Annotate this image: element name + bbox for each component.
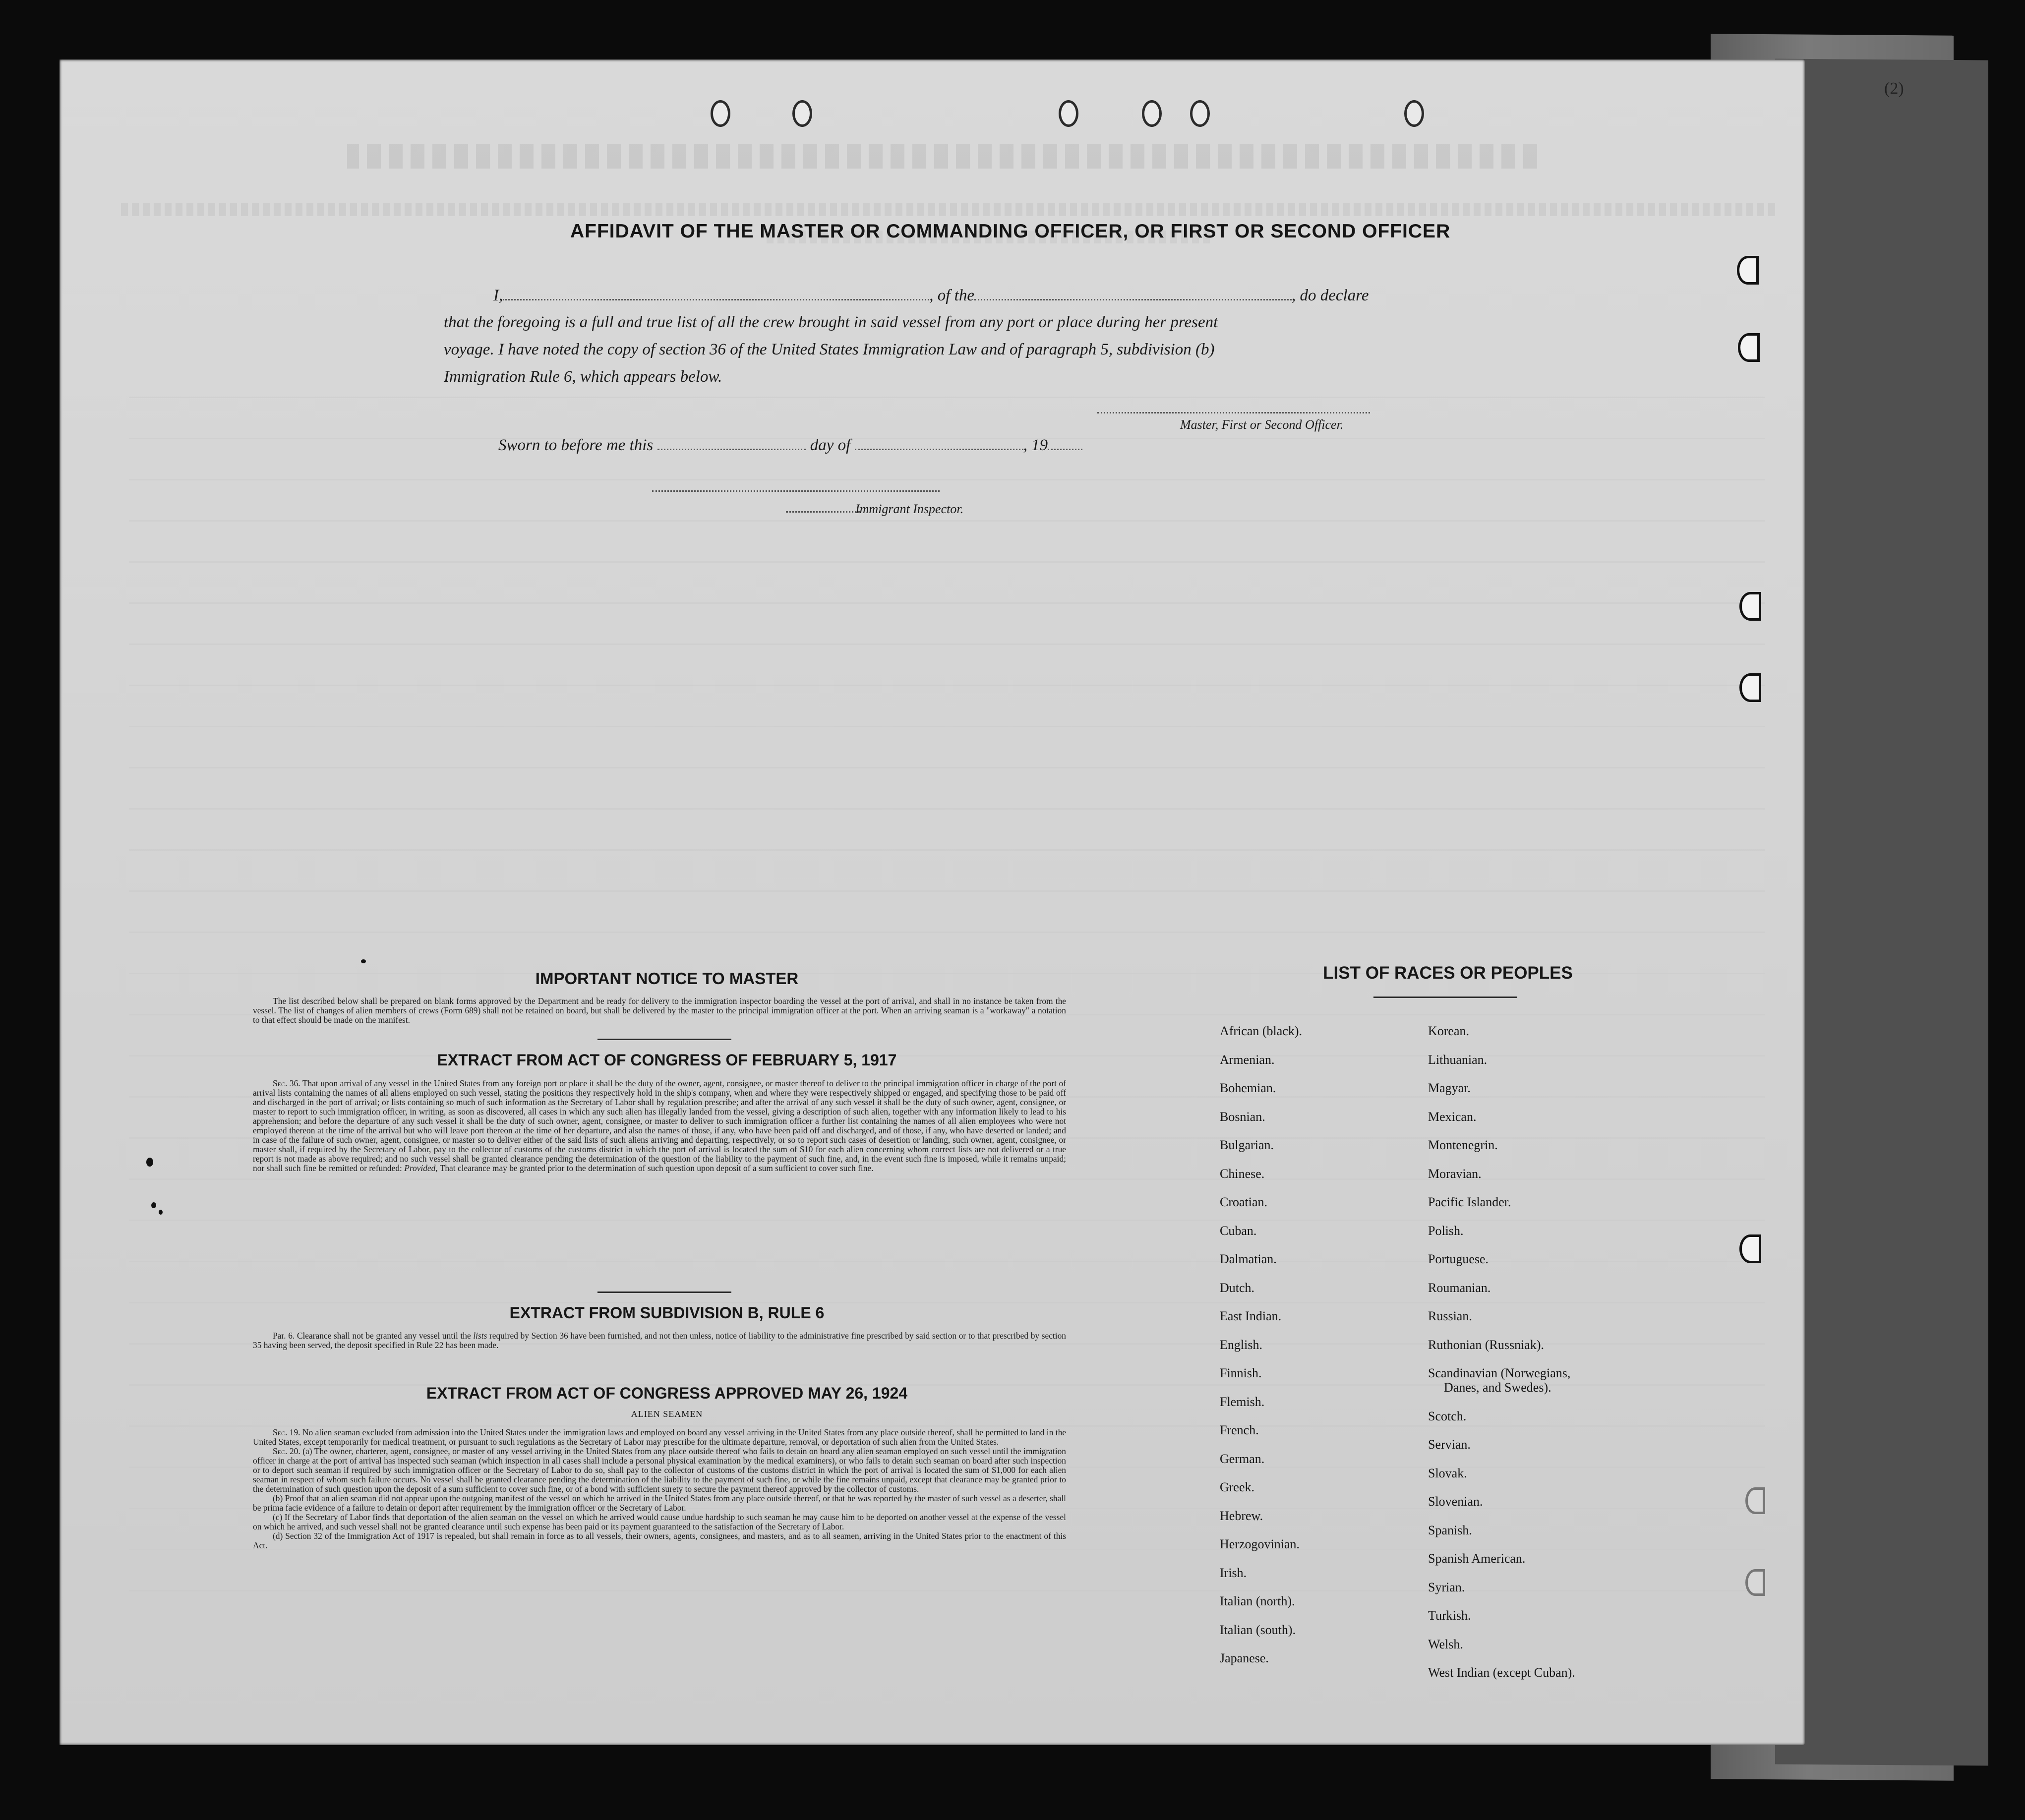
race-item: Polish.: [1428, 1223, 1464, 1238]
sec20c-text: (c) If the Secretary of Labor finds that deportation of the alien seaman on the vessel on which he arrived would cause undue hardship to such seaman he may cause him to be deported on another vessel at the expense of the vessel on which he arrived, and such vessel shall not be granted clearance until such expense has been paid or its payment guaranteed to the satisfaction of the Secretary of Labor.: [253, 1512, 1066, 1531]
race-item: Croatian.: [1220, 1195, 1268, 1209]
race-item: Spanish American.: [1428, 1551, 1526, 1566]
ink-mark: [151, 1202, 156, 1208]
race-item: African (black).: [1220, 1024, 1303, 1038]
race-item: Pacific Islander.: [1428, 1195, 1511, 1209]
lists-word: lists: [473, 1331, 487, 1341]
back-sheet-edge: [1775, 59, 1988, 1765]
affidavit-line1-mid: , of the: [929, 287, 974, 304]
race-item: Greek.: [1220, 1480, 1255, 1494]
sworn-line: [498, 436, 1082, 455]
punch-hole: [1738, 333, 1760, 362]
punch-hole: [1190, 100, 1210, 127]
race-item: Roumanian.: [1428, 1280, 1491, 1295]
extract-1917-text: [253, 1079, 1066, 1173]
affidavit-line-1: [493, 287, 1369, 305]
race-item: Dutch.: [1220, 1280, 1255, 1295]
race-item: Armenian.: [1220, 1052, 1275, 1067]
sworn-start: Sworn to before me this: [498, 436, 654, 454]
race-item: Turkish.: [1428, 1608, 1471, 1623]
sec20a-text: (a) The owner, charterer, agent, consignee, or master of any vessel arriving in the United States from any place outside thereof who fails to detain on board any alien seaman employed on such vessel until the immigration officer in charge at the port of arrival has inspected such seaman (which inspection in all cases shall include a personal physical examination by the medical examiners), or who fails to detain such seaman on board after such inspection or to deport such seaman if required by such immigration officer or the Secretary of Labor to do so, shall pay to the collector of customs of the customs district in which the port of arrival is located the sum of $1,000 for each alien seaman in respect of whom such failure occurs. No vessel shall be granted clearance pending the determination of the liability to the payment of such fine, or while the fine remains unpaid, except that clearance may be granted prior to the determination of such question upon the deposit of a sum sufficient to cover such fine, or of a bond with sufficient surety to secure the payment thereof approved by the collector of customs.: [253, 1446, 1066, 1494]
race-item: Mexican.: [1428, 1109, 1477, 1124]
affidavit-title: AFFIDAVIT OF THE MASTER OR COMMANDING OFFICER, OR FIRST OR SECOND OFFICER: [570, 221, 1451, 242]
inspector-prefix-dots: [786, 511, 860, 513]
sec20-label: Sec. 20.: [273, 1446, 300, 1456]
sec20b-text: (b) Proof that an alien seaman did not appear upon the outgoing manifest of the vessel on which he arrived in the United States from any place outside thereof, or that he was reported by the master of such vessel as a deserter, shall be prima facie evidence of a failure to detain or deport after requirement by the immigration officer or the Secretary of Labor.: [253, 1493, 1066, 1513]
race-item: English.: [1220, 1337, 1262, 1352]
race-item: German.: [1220, 1451, 1265, 1466]
punch-hole: [1059, 100, 1078, 127]
race-item: Flemish.: [1220, 1394, 1265, 1409]
master-caption: Master, First or Second Officer.: [1180, 417, 1344, 432]
sworn-day-field: [657, 448, 806, 450]
punch-hole: [711, 100, 730, 127]
punch-hole: [1739, 673, 1761, 702]
races-title: LIST OF RACES OR PEOPLES: [1323, 963, 1573, 983]
race-item: Dalmatian.: [1220, 1252, 1277, 1266]
race-item: Moravian.: [1428, 1166, 1482, 1181]
race-item: East Indian.: [1220, 1309, 1282, 1323]
extract-1924-title: EXTRACT FROM ACT OF CONGRESS APPROVED MAY 26, 1924: [426, 1384, 908, 1402]
sworn-year-field: [1048, 448, 1082, 450]
notice-paragraph: The list described below shall be prepared on blank forms approved by the Department and be ready for delivery to the immigration inspector boarding the vessel at the port of arrival, and shall in no instance be taken from the vessel. The list of changes of alien members of crews (Form 689) shall not be retained on board, but shall be delivered by the master to the principal immigration officer at the port. When an arriving seaman is a "workaway" a notation to that effect should be made on the manifest.: [253, 996, 1066, 1025]
race-item: Portuguese.: [1428, 1252, 1489, 1266]
race-item: Hebrew.: [1220, 1508, 1263, 1523]
race-item: Slovak.: [1428, 1466, 1467, 1480]
punch-hole: [1745, 1487, 1765, 1514]
affidavit-line-3: voyage. I have noted the copy of section 36 of the United States Immigration Law and of paragraph 5, subdivision (b): [444, 341, 1215, 358]
race-item: Bohemian.: [1220, 1081, 1276, 1095]
sworn-mid: day of: [810, 436, 851, 454]
race-item: Bosnian.: [1220, 1109, 1265, 1124]
punch-hole: [792, 100, 812, 127]
races-title-rule: [1373, 997, 1517, 998]
extract-rule6-text: [253, 1331, 1066, 1350]
race-item: Scotch.: [1428, 1409, 1467, 1423]
race-item: Cuban.: [1220, 1223, 1257, 1238]
affidavit-line1-start: I,: [493, 287, 503, 304]
race-item: Ruthonian (Russniak).: [1428, 1337, 1544, 1352]
race-item: Italian (north).: [1220, 1594, 1295, 1608]
race-item: Slovenian.: [1428, 1494, 1483, 1509]
sec36-label: Sec. 36.: [273, 1078, 300, 1088]
race-item: Irish.: [1220, 1565, 1247, 1580]
extract-rule6-title: EXTRACT FROM SUBDIVISION B, RULE 6: [509, 1304, 825, 1322]
race-item: Spanish.: [1428, 1523, 1472, 1537]
punch-hole: [1745, 1569, 1765, 1596]
punch-hole: [1142, 100, 1162, 127]
ink-mark: [146, 1158, 153, 1167]
master-name-field: [503, 298, 929, 300]
race-item: Bulgarian.: [1220, 1138, 1274, 1152]
sworn-month-field: [855, 448, 1023, 450]
rule6-text-end: required by Section 36 have been furnished, and not then unless, notice of liability to the administrative fine prescribed by said section or to that prescribed by section 35 having been served, the deposit specified in Rule 22 has been made.: [253, 1331, 1066, 1350]
race-item: Japanese.: [1220, 1651, 1269, 1665]
race-item: Danes, and Swedes).: [1444, 1380, 1551, 1395]
race-item: Finnish.: [1220, 1366, 1262, 1380]
bleed-through-line: [119, 203, 1775, 216]
sec36-text: That upon arrival of any vessel in the United States from any foreign port or place it shall be the duty of the owner, agent, consignee, or master thereof to deliver to the principal immigration officer in charge of the port of arrival lists containing the names of all aliens employed on such vessel, stating the positions they respectively hold in the ship's company, when and where they were respectively shipped or engaged, and specifying those to be paid off and discharged in the port of arrival; or lists containing so much of such information as the Secretary of Labor shall by regulation prescribe; and after the arrival of any such vessel it shall be the duty of such owner, agent, consignee, or master to report to such immigration officer, in writing, as soon as discovered, all cases in which any such alien has illegally landed from the vessel, giving a description of such alien, together with any information likely to lead to his apprehension; and before the departure of any such vessel it shall be the duty of such owner, agent, consignee, or master to deliver to such immigration officer a further list containing the names of all alien employees who were not employed thereon at the time of the arrival but who will leave port thereon at the time of her departure, and also the names of those, if any, who have been paid off and discharged, and of those, if any, who have deserted or landed; and in case of the failure of such owner, agent, consignee, or master so to deliver either of the said lists of such aliens arriving and departing, respectively, or so to report such cases of desertion or landing, such owner, agent, consignee, or master shall, if required by the Secretary of Labor, pay to the collector of customs of the customs district in which the port of arrival is located the sum of $10 for each alien concerning whom correct lists are not delivered or a true report is not made as above required; and no such vessel shall be granted clearance pending the determination of the question of the liability to the payment of such fine, and, in the event such fine is imposed, while it remains unpaid; nor shall such fine be remitted or refunded:: [253, 1078, 1066, 1173]
notice-text: [253, 997, 1066, 1025]
race-item: French.: [1220, 1423, 1259, 1437]
race-item: Herzogovinian.: [1220, 1537, 1300, 1551]
race-item: Italian (south).: [1220, 1622, 1296, 1637]
race-item: West Indian (except Cuban).: [1428, 1665, 1575, 1680]
inspector-signature-line: [652, 490, 940, 492]
race-item: Servian.: [1428, 1437, 1471, 1452]
vessel-name-field: [974, 298, 1292, 300]
alien-seamen-subtitle: ALIEN SEAMEN: [631, 1409, 703, 1419]
sec19-label: Sec. 19.: [273, 1427, 300, 1437]
punch-hole: [1404, 100, 1424, 127]
race-item: Welsh.: [1428, 1637, 1463, 1651]
section-divider: [597, 1039, 731, 1040]
race-item: Magyar.: [1428, 1081, 1471, 1095]
affidavit-line-2: that the foregoing is a full and true list of all the crew brought in said vessel from any port or place during her present: [444, 313, 1218, 331]
sworn-end: , 19: [1023, 436, 1048, 454]
extract-1917-title: EXTRACT FROM ACT OF CONGRESS OF FEBRUARY 5, 1917: [437, 1051, 897, 1069]
punch-hole: [1739, 592, 1761, 621]
rule6-text-start: Par. 6. Clearance shall not be granted any vessel until the: [273, 1331, 471, 1341]
sec19-text: No alien seaman excluded from admission into the United States under the immigration laws and employed on board any vessel arriving in the United States from any place outside thereof, shall be permitted to land in the United States, except temporarily for medical treatment, or pursuant to such regulations as the Secretary of Labor may prescribe for the ultimate departure, removal, or deportation of such alien from the United States.: [253, 1427, 1066, 1447]
provided-word: Provided,: [404, 1163, 438, 1173]
punch-hole: [1739, 1234, 1761, 1263]
affidavit-line1-end: , do declare: [1291, 287, 1369, 304]
race-item: Chinese.: [1220, 1166, 1265, 1181]
bleed-through-heading: [347, 144, 1537, 169]
race-item: Lithuanian.: [1428, 1052, 1488, 1067]
sec20d-text: (d) Section 32 of the Immigration Act of 1917 is repealed, but shall remain in force as to all vessels, their owners, agents, consignees, and masters, and as to all seamen, arriving in the United States prior to the enactment of this Act.: [253, 1531, 1066, 1550]
ink-mark: [361, 959, 366, 963]
ink-mark: [159, 1210, 163, 1215]
corner-page-mark: (2): [1884, 79, 1904, 98]
manifest-page: [60, 59, 1904, 1745]
master-signature-line: [1097, 411, 1370, 413]
race-item: Korean.: [1428, 1024, 1470, 1038]
section-divider: [597, 1292, 731, 1293]
race-item: Russian.: [1428, 1309, 1472, 1323]
affidavit-line-4: Immigration Rule 6, which appears below.: [444, 368, 722, 386]
inspector-caption: Immigrant Inspector.: [855, 502, 964, 516]
notice-title: IMPORTANT NOTICE TO MASTER: [535, 969, 799, 988]
sec36-text-end: That clearance may be granted prior to the determination of such question upon deposit of a sum sufficient to cover such fine.: [439, 1163, 874, 1173]
race-item: Syrian.: [1428, 1580, 1465, 1594]
race-item: Scandinavian (Norwegians,: [1428, 1366, 1571, 1380]
punch-hole: [1737, 256, 1759, 285]
extract-1924-text: [253, 1428, 1066, 1550]
race-item: Montenegrin.: [1428, 1138, 1498, 1152]
